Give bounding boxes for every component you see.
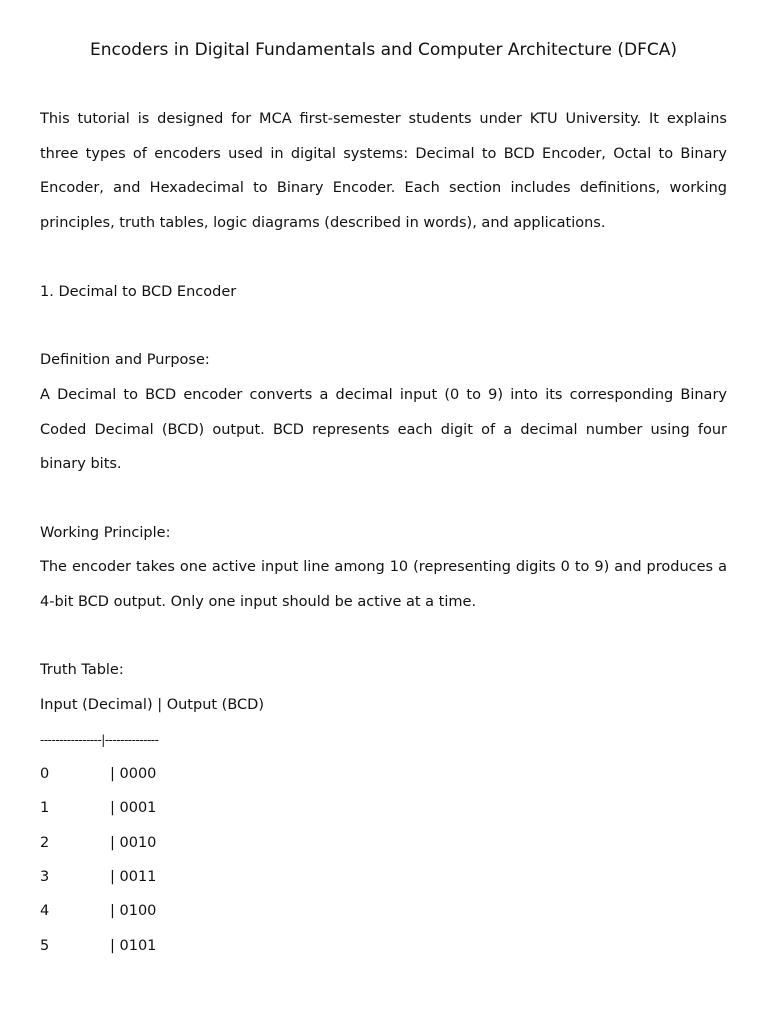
principle-label: Working Principle: bbox=[40, 525, 171, 541]
principle-paragraph: The encoder takes one active input line among 10 (representing digits 0 to 9) and produces a 4-bit BCD output. Only one input should be active at a time. bbox=[40, 559, 727, 610]
definition-paragraph: A Decimal to BCD encoder converts a decimal input (0 to 9) into its corresponding Binary Coded Decimal (BCD) output. BCD represents each digit of a decimal number using four binary bits. bbox=[40, 387, 727, 472]
document-page bbox=[40, 0, 727, 1024]
intro-paragraph: This tutorial is designed for MCA first-semester students under KTU University. It explains three types of encoders used in digital systems: Decimal to BCD Encoder, Octal to Binary Encoder, and Hexadecimal to Binary Encoder. Each section includes definitions, working principles, truth tables, logic diagrams (described in words), and applications. bbox=[40, 111, 727, 231]
truth-table-header: Input (Decimal) | Output (BCD) bbox=[40, 697, 264, 713]
table-cell-input: 2 bbox=[40, 835, 50, 851]
table-cell-input: 3 bbox=[40, 869, 50, 885]
table-cell-output: | 0101 bbox=[110, 938, 157, 954]
table-row bbox=[40, 764, 340, 784]
section-heading: 1. Decimal to BCD Encoder bbox=[40, 284, 237, 300]
table-cell-input: 5 bbox=[40, 938, 50, 954]
table-cell-input: 1 bbox=[40, 800, 50, 816]
table-row bbox=[40, 867, 340, 887]
table-row bbox=[40, 901, 340, 921]
table-cell-output: | 0001 bbox=[110, 800, 157, 816]
table-cell-output: | 0100 bbox=[110, 903, 157, 919]
document-title: Encoders in Digital Fundamentals and Computer Architecture (DFCA) bbox=[89, 40, 678, 60]
table-row bbox=[40, 936, 340, 956]
table-row bbox=[40, 798, 340, 818]
table-cell-input: 4 bbox=[40, 903, 50, 919]
table-cell-input: 0 bbox=[40, 766, 50, 782]
table-row bbox=[40, 833, 340, 853]
definition-label: Definition and Purpose: bbox=[40, 352, 210, 368]
table-cell-output: | 0000 bbox=[110, 766, 157, 782]
table-cell-output: | 0010 bbox=[110, 835, 157, 851]
truth-table-label: Truth Table: bbox=[40, 662, 124, 678]
truth-table-separator: ----------------|-------------- bbox=[40, 733, 159, 747]
table-cell-output: | 0011 bbox=[110, 869, 157, 885]
